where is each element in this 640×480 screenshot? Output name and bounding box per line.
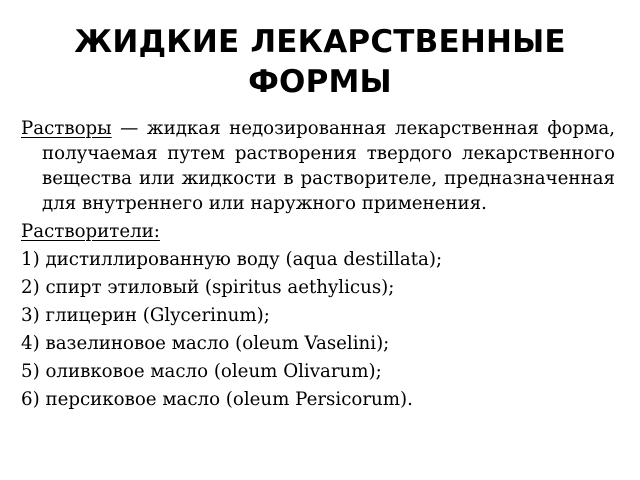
solvent-item: 2) спирт этиловый (spiritus aethylicus);	[21, 277, 395, 298]
solvents-heading	[21, 219, 615, 244]
solvent-item: 4) вазелиновое масло (oleum Vaselini);	[21, 333, 390, 354]
solvent-item: 1) дистиллированную воду (aqua destillata);	[21, 249, 443, 270]
solvents-heading-text: Растворители:	[21, 221, 160, 242]
solvents-list	[21, 247, 615, 412]
definition-text: — жидкая недозированная лекарственная форма, получаемая путем растворения твердого лекарственного вещества или жидкости в растворителе, предназначенная для внутреннего или наружного применения.	[42, 118, 615, 214]
solvent-item: 5) оливковое масло (oleum Olivarum);	[21, 361, 382, 382]
definition-term: Растворы	[21, 118, 112, 139]
slide-title-line-1: ЖИДКИЕ ЛЕКАРСТВЕННЫЕ	[74, 24, 566, 60]
slide-body	[21, 116, 615, 415]
solvent-item: 6) персиковое масло (oleum Persicorum).	[21, 389, 413, 410]
slide-title-line-2: ФОРМЫ	[248, 64, 392, 100]
definition-paragraph	[21, 116, 615, 216]
slide-title	[20, 22, 620, 102]
solvent-item: 3) глицерин (Glycerinum);	[21, 305, 270, 326]
